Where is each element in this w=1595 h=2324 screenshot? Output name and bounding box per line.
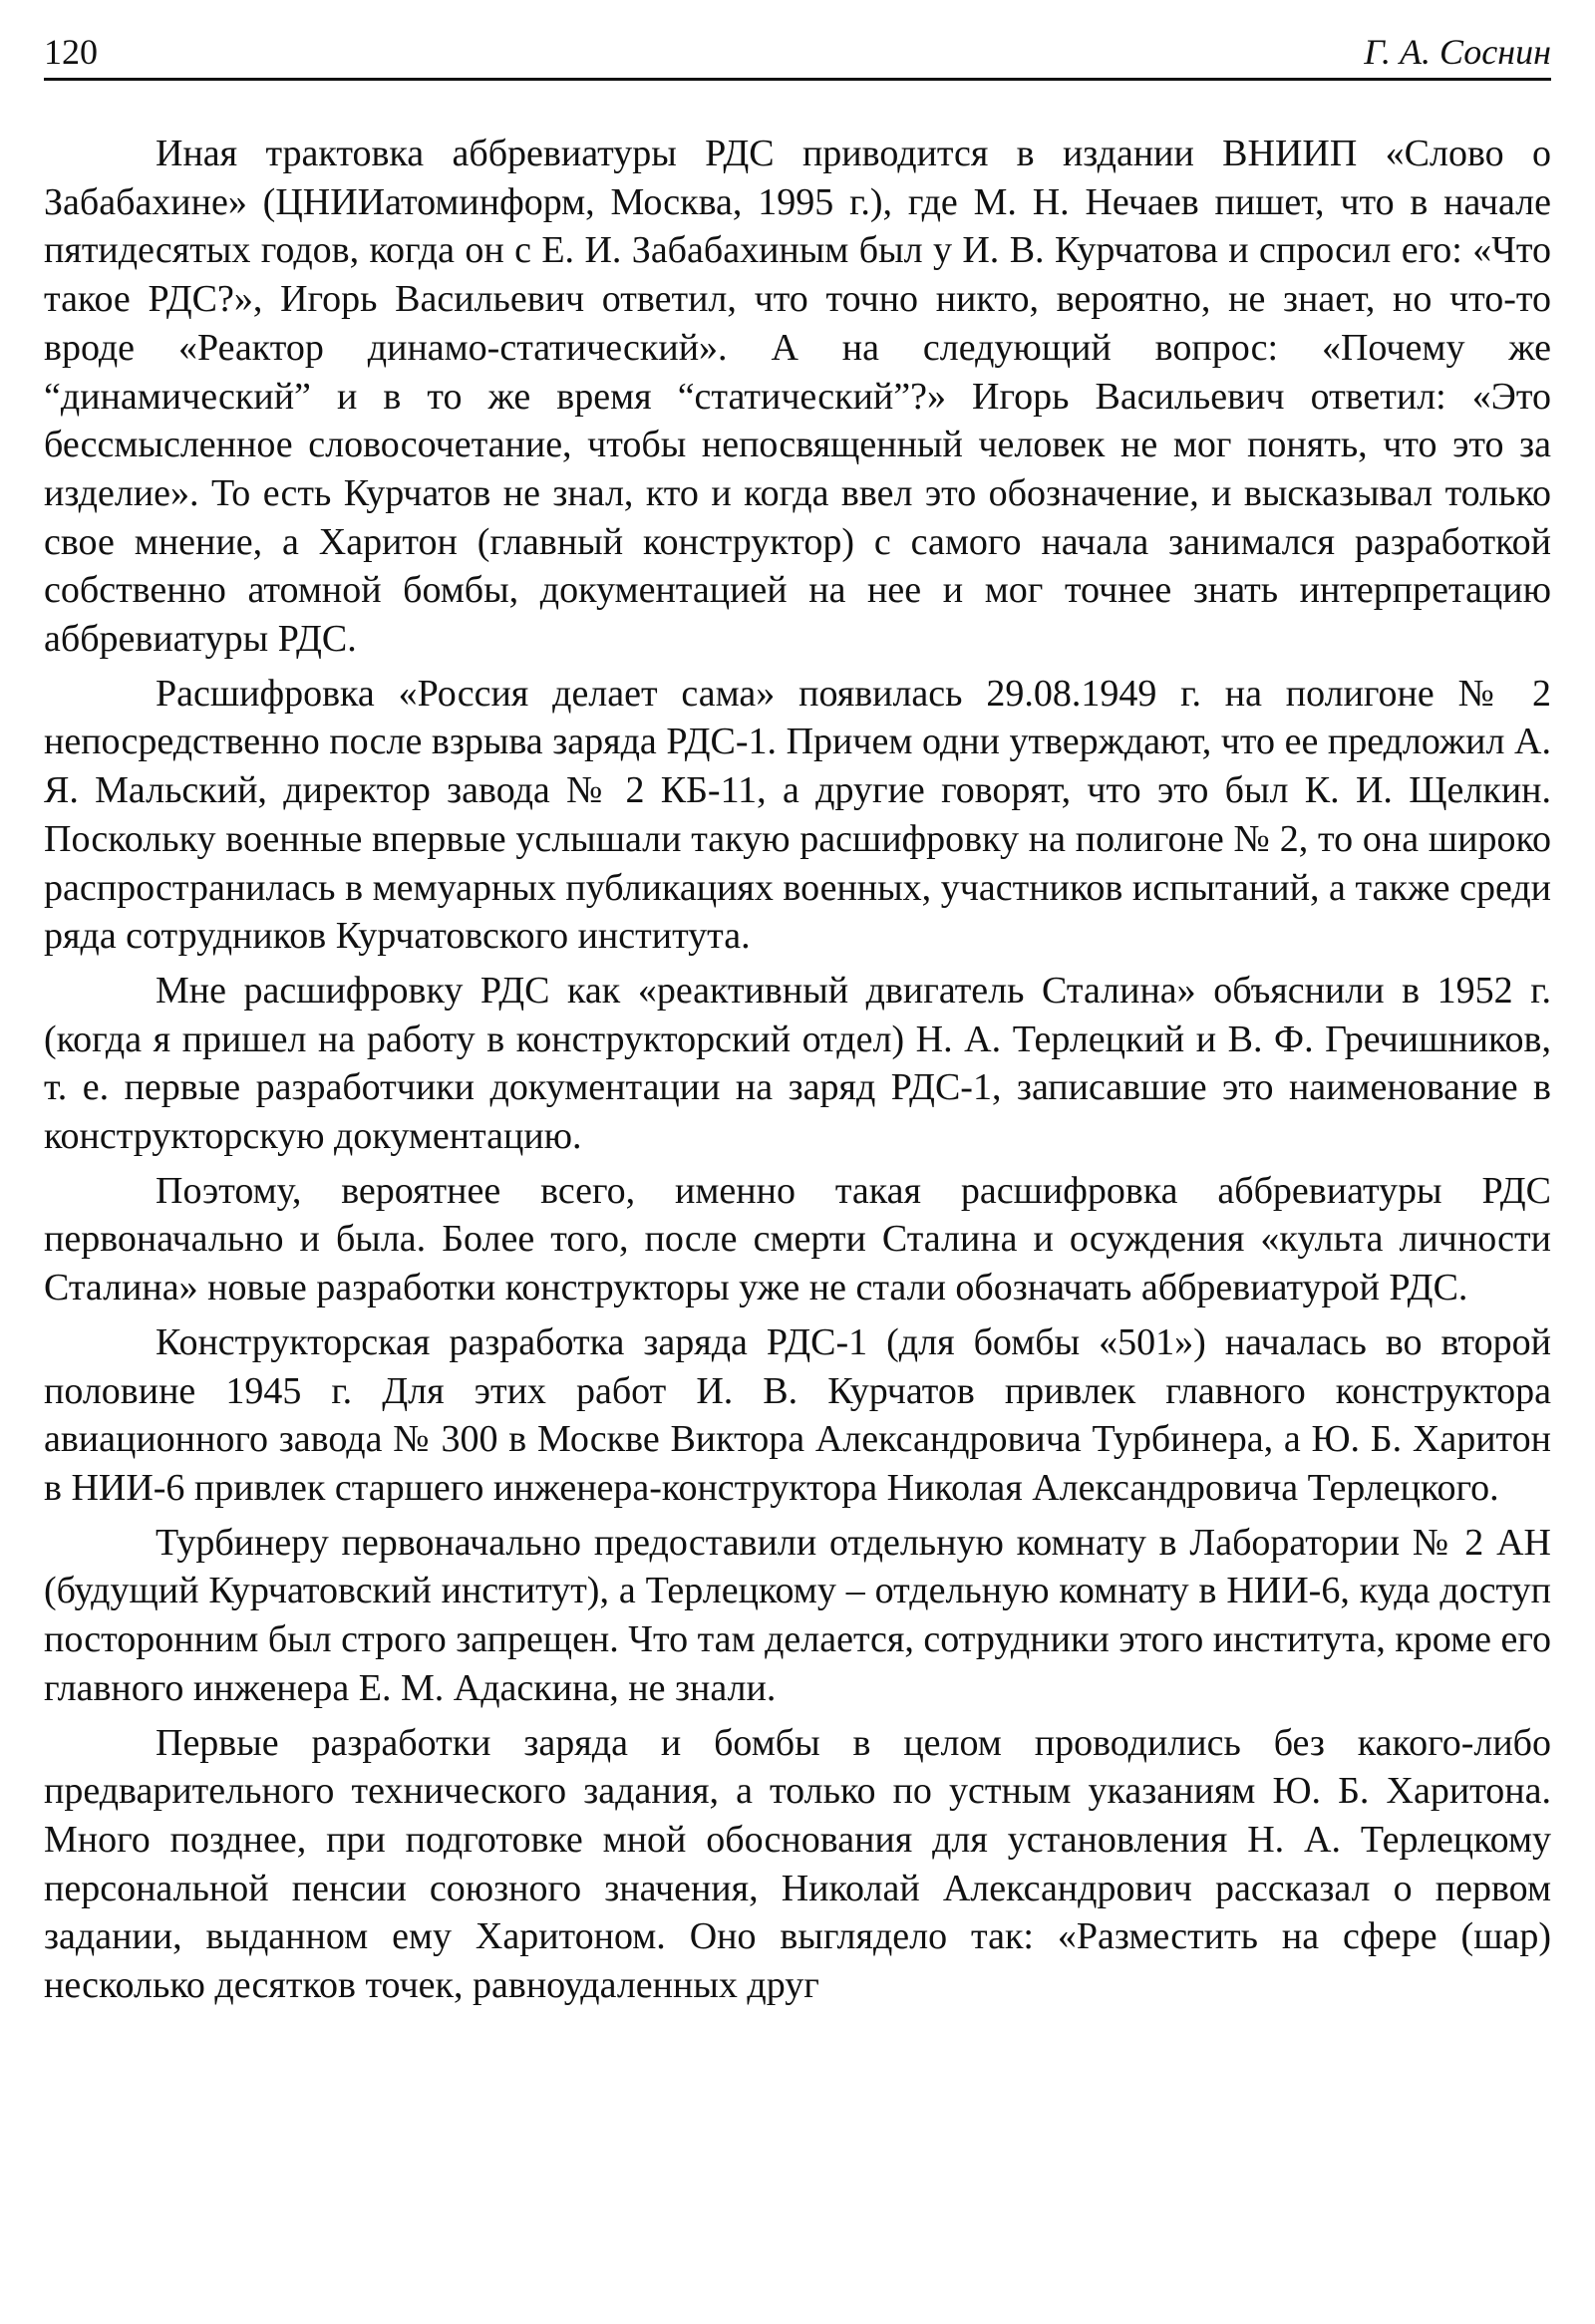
paragraph: Первые разработки заряда и бомбы в целом проводились без какого-либо предварительного технического задания, а только по устным указаниям Ю. Б. Харитона. Много позднее, при подготовке мной обоснования для установления Н. А. Терлецкому персональной пенсии союзного значения, Николай Александрович рассказал о первом задании, выданном ему Харитоном. Оно выглядело так: «Разместить на сфере (шар) несколько десятков точек, равноудаленных друг	[44, 1721, 1551, 2007]
paragraph: Мне расшифровку РДС как «реактивный двигатель Сталина» объяснили в 1952 г. (когда я пришел на работу в конструкторский отдел) Н. А. Терлецкий и В. Ф. Гречишников, т. е. первые разработчики документации на заряд РДС-1, записавшие это наименование в конструкторскую документацию.	[44, 969, 1551, 1158]
body-text	[44, 130, 1551, 2016]
running-header	[44, 26, 1551, 81]
paragraph: Турбинеру первоначально предоставили отдельную комнату в Лаборатории № 2 АН (будущий Курчатовский институт), а Терлецкому – отдельную комнату в НИИ-6, куда доступ посторонним был строго запрещен. Что там делается, сотрудники этого института, кроме его главного инженера Е. М. Адаскина, не знали.	[44, 1521, 1551, 1709]
running-head-author: Г. А. Соснин	[1364, 32, 1551, 72]
paragraph: Поэтому, вероятнее всего, именно такая расшифровка аббревиатуры РДС первоначально и была. Более того, после смерти Сталина и осуждения «культа личности Сталина» новые разработки конструкторы уже не стали обозначать аббревиатурой РДС.	[44, 1169, 1551, 1309]
page-number: 120	[44, 32, 98, 72]
paragraph: Конструкторская разработка заряда РДС-1 (для бомбы «501») началась во второй половине 1945 г. Для этих работ И. В. Курчатов привлек главного конструктора авиационного завода № 300 в Москве Виктора Александровича Турбинера, а Ю. Б. Харитон в НИИ-6 привлек старшего инженера-конструктора Николая Александровича Терлецкого.	[44, 1320, 1551, 1509]
paragraph: Расшифровка «Россия делает сама» появилась 29.08.1949 г. на полигоне № 2 непосредственно после взрыва заряда РДС-1. Причем одни утверждают, что ее предложил А. Я. Мальский, директор завода № 2 КБ-11, а другие говорят, что это был К. И. Щелкин. Поскольку военные впервые услышали такую расшифровку на полигоне № 2, то она широко распространилась в мемуарных публикациях военных, участников испытаний, а также среди ряда сотрудников Курчатовского института.	[44, 672, 1551, 958]
paragraph: Иная трактовка аббревиатуры РДС приводится в издании ВНИИП «Слово о Забабахине» (ЦНИИатоминформ, Москва, 1995 г.), где М. Н. Нечаев пишет, что в начале пятидесятых годов, когда он с Е. И. Забабахиным был у И. В. Курчатова и спросил его: «Что такое РДС?», Игорь Васильевич ответил, что точно никто, вероятно, не знает, но что-то вроде «Реактор динамо-статический». А на следующий вопрос: «Почему же “динамический” и в то же время “статический”?» Игорь Васильевич ответил: «Это бессмысленное словосочетание, чтобы непосвященный человек не мог понять, что это за изделие». То есть Курчатов не знал, кто и когда ввел это обозначение, и высказывал только свое мнение, а Харитон (главный конструктор) с самого начала занимался разработкой собственно атомной бомбы, документацией на нее и мог точнее знать интерпретацию аббревиатуры РДС.	[44, 133, 1551, 661]
